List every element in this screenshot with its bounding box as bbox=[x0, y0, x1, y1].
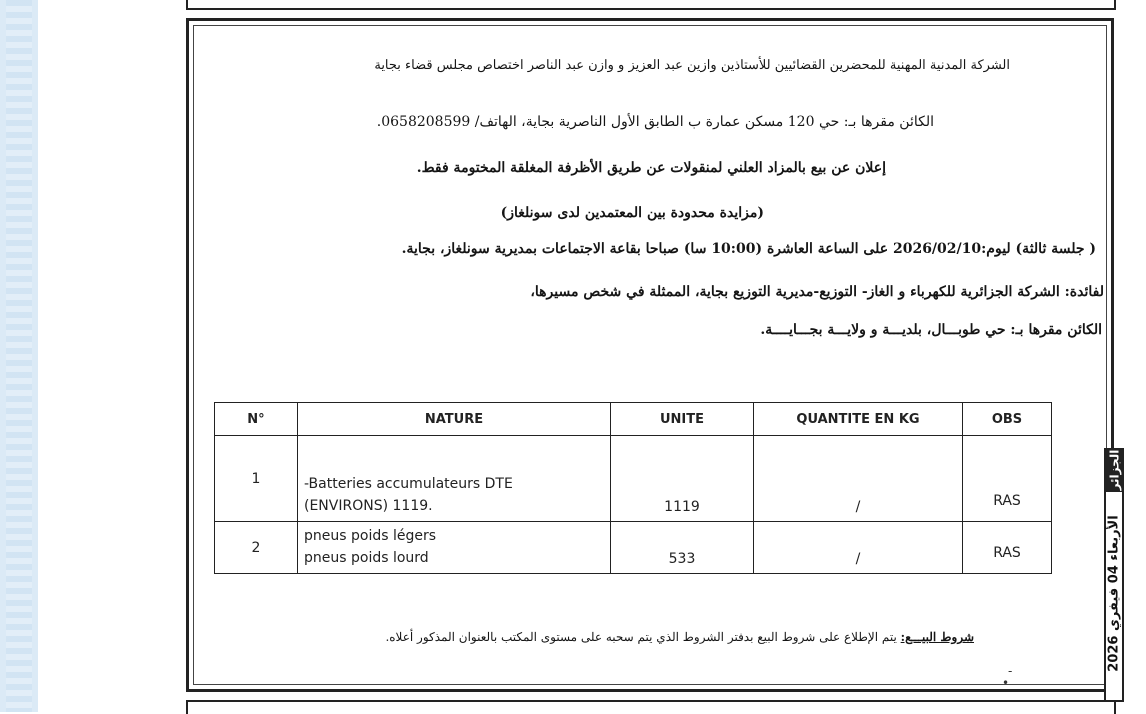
col-header-number: N° bbox=[215, 403, 298, 436]
newspaper-logo-text: الجزائر bbox=[1107, 449, 1122, 491]
header-line-3: إعلان عن بيع بالمزاد العلني لمنقولات عن طريق الأظرفة المغلقة المختومة فقط. bbox=[416, 160, 886, 176]
header-line-5: ( جلسة ثالثة) ليوم:2026/02/10 على الساعة العاشرة (10:00 سا) صباحا بقاعة الاجتماعات بمديرية سونلغاز، بجاية. bbox=[401, 241, 1096, 257]
publication-date: الأربعاء 04 فيفري 2026 bbox=[1106, 514, 1122, 672]
left-margin-strip bbox=[0, 0, 38, 712]
row-number: 1 bbox=[215, 436, 298, 522]
row-obs: RAS bbox=[963, 436, 1052, 522]
col-header-obs: OBS bbox=[963, 403, 1052, 436]
row-nature bbox=[298, 522, 611, 574]
col-header-quantite: QUANTITE EN KG bbox=[754, 403, 963, 436]
row-nature bbox=[298, 436, 611, 522]
row-number: 2 bbox=[215, 522, 298, 574]
row-obs: RAS bbox=[963, 522, 1052, 574]
row-unite: 533 bbox=[611, 522, 754, 574]
previous-ad-frame bbox=[186, 0, 1116, 10]
col-header-unite: UNITE bbox=[611, 403, 754, 436]
sale-conditions bbox=[385, 630, 974, 644]
row-nature-line-2: pneus poids lourd bbox=[304, 550, 429, 566]
items-table-wrap bbox=[214, 402, 1052, 574]
items-table bbox=[214, 402, 1052, 574]
stray-mark: - bbox=[1008, 664, 1013, 678]
table-row bbox=[215, 522, 1052, 574]
col-header-nature: NATURE bbox=[298, 403, 611, 436]
header-line-1: الشركة المدنية المهنية للمحضرين القضائيين للأستاذين وازين عبد العزيز و وازن عبد الناصر اختصاص مجلس قضاء بجاية bbox=[374, 58, 1010, 73]
table-header-row bbox=[215, 403, 1052, 436]
newspaper-logo bbox=[1104, 448, 1124, 492]
table-row bbox=[215, 436, 1052, 522]
header-line-4: (مزايدة محدودة بين المعتمدين لدى سونلغاز) bbox=[500, 205, 764, 221]
row-quantite: / bbox=[754, 522, 963, 574]
sale-conditions-label: شروط البيـــع: bbox=[900, 630, 974, 644]
row-quantite: / bbox=[754, 436, 963, 522]
row-unite: 1119 bbox=[611, 436, 754, 522]
row-nature-line-2: (ENVIRONS) 1119. bbox=[304, 498, 433, 514]
header-line-6: لفائدة: الشركة الجزائرية للكهرباء و الغاز- التوزيع-مديرية التوزيع بجاية، الممثلة في شخص مسيرها، bbox=[530, 284, 1104, 300]
row-nature-line-1: -Batteries accumulateurs DTE bbox=[304, 476, 513, 492]
sale-conditions-text: يتم الإطلاع على شروط البيع بدفتر الشروط الذي يتم سحبه على مستوى المكتب بالعنوان المذكور أعلاه. bbox=[385, 630, 901, 644]
header-line-7: الكائن مقرها بـ: حي طوبـــال، بلديـــة و ولايـــة بجـــايــــة. bbox=[760, 322, 1102, 338]
header-line-2: الكائن مقرها بـ: حي 120 مسكن عمارة ب الطابق الأول الناصرية بجاية، الهاتف/ 0658208599. bbox=[376, 114, 934, 130]
margin-stripes bbox=[6, 0, 32, 712]
row-nature-line-1: pneus poids légers bbox=[304, 528, 437, 544]
stray-dot: • bbox=[1002, 676, 1010, 690]
